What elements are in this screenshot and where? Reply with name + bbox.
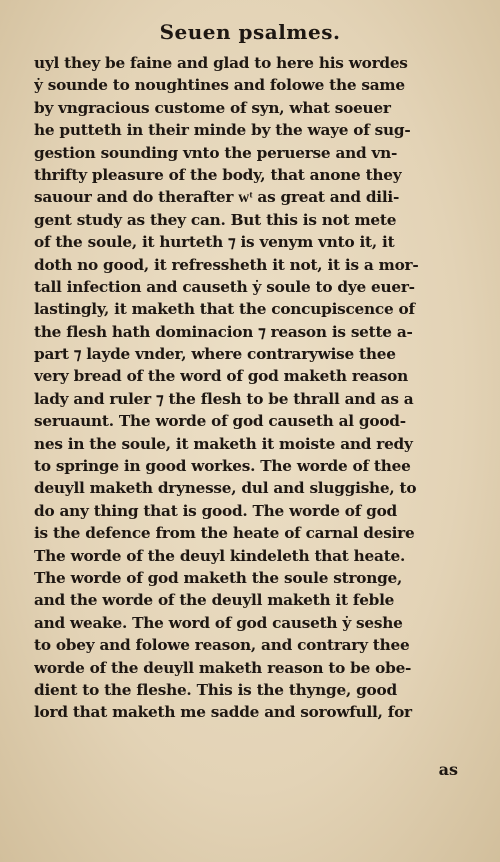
text-line: deuyll maketh drynesse, dul and sluggishe, to — [34, 479, 417, 498]
text-line: by vngracious custome of syn, what soeuer — [34, 98, 391, 117]
text-line: lastingly, it maketh that the concupiscence of — [34, 300, 415, 319]
text-line: do any thing that is good. The worde of god — [34, 501, 398, 520]
text-line: gestion sounding vnto the peruerse and vn‑ — [34, 143, 398, 162]
running-header: Seuen psalmes. — [159, 20, 341, 44]
text-line: and the worde of the deuyll maketh it feble — [34, 591, 395, 610]
text-line: the flesh hath dominacion ⁊ reason is sette a‑ — [34, 322, 413, 341]
text-line: he putteth in their minde by the waye of sug‑ — [34, 121, 411, 140]
text-block — [34, 52, 470, 724]
text-line: The worde of the deuyl kindeleth that heate. — [34, 546, 406, 565]
text-line: of the soule, it hurteth ⁊ is venym vnto it, it — [34, 233, 395, 252]
text-line: and weake. The word of god causeth ẏ seshe — [34, 613, 403, 632]
text-line: gent study as they can. But this is not mete — [34, 210, 397, 229]
text-line: to springe in good workes. The worde of thee — [34, 457, 411, 476]
text-line: tall infection and causeth ẏ soule to dye euer‑ — [34, 277, 415, 296]
text-line: lord that maketh me sadde and sorowfull, for — [34, 703, 412, 722]
text-line: part ⁊ layde vnder, where contrarywise thee — [34, 345, 396, 364]
text-line: to obey and folowe reason, and contrary thee — [34, 636, 410, 655]
text-line: nes in the soule, it maketh it moiste and redy — [34, 434, 413, 453]
text-line: thrifty pleasure of the body, that anone they — [34, 165, 402, 184]
catchword: as — [438, 760, 458, 779]
text-line: doth no good, it refressheth it not, it is a mor‑ — [34, 255, 419, 274]
text-line: dient to the fleshe. This is the thynge, good — [34, 680, 397, 699]
text-line: worde of the deuyll maketh reason to be obe‑ — [34, 658, 412, 677]
text-line: lady and ruler ⁊ the flesh to be thrall and as a — [34, 389, 414, 408]
text-line: uyl they be faine and glad to here his wordes — [34, 54, 408, 72]
text-line: seruaunt. The worde of god causeth al good‑ — [34, 412, 406, 431]
text-line: sauour and do therafter wͭ as great and dili‑ — [34, 188, 400, 207]
text-line: very bread of the word of god maketh reason — [34, 367, 408, 386]
text-line: ẏ sounde to noughtines and folowe the same — [34, 76, 405, 95]
text-line: is the defence from the heate of carnal desire — [34, 524, 415, 543]
text-line: The worde of god maketh the soule stronge, — [34, 568, 403, 587]
